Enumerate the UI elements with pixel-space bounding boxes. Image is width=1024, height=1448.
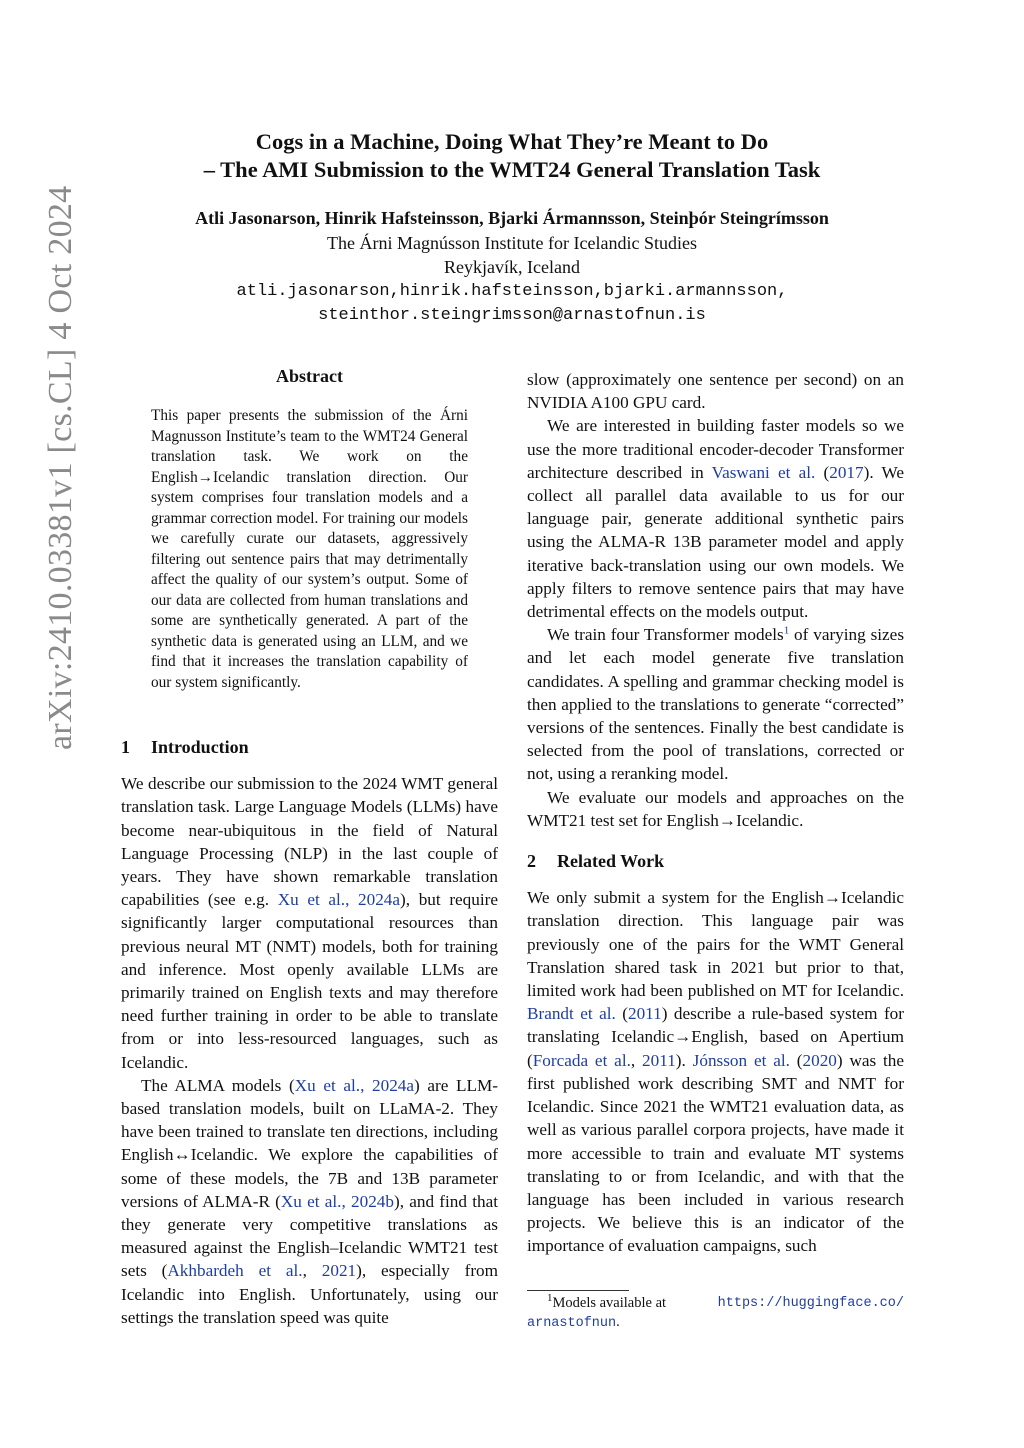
citation-link[interactable]: 2020 (802, 1050, 837, 1070)
location: Reykjavík, Iceland (444, 257, 580, 277)
author-names: Atli Jasonarson, Hinrik Hafsteinsson, Bjarki Ármannsson, Steinþór Steingrímsson (195, 208, 829, 228)
section-number: 2 (527, 851, 536, 872)
author-block (0, 206, 1024, 329)
intro-paragraph-1: We describe our submission to the 2024 WMT general translation task. Large Language Models (LLMs) have become near-ubiquitous in the field of Natural Language Processing (NLP) in the last couple of years. They have shown remarkable translation capabilities (see e.g. Xu et al., 2024a), but require significantly larger computational resources than previous neural MT (NMT) models, both for training and inference. Most openly available LLMs are primarily trained on English texts and may therefore need further training in order to be able to translate from or into less-resourced languages, such as Icelandic. (121, 774, 498, 1072)
section-number: 1 (121, 737, 130, 757)
section-title: Related Work (557, 851, 665, 872)
citation-link[interactable]: 2021 (321, 1261, 357, 1281)
right-paragraph-2: We are interested in building faster models so we use the more traditional encoder-decoder Transformer architecture described in Vaswani et al. (2017). We collect all parallel data available to us for our language pair, generate additional synthetic pairs using the ALMA-R 13B parameter model and apply iterative back-translation using our own models. We apply filters to remove sentence pairs that may have detrimental effects on the models output. (527, 416, 904, 622)
right-paragraph-1: slow (approximately one sentence per second) on an NVIDIA A100 GPU card. (527, 370, 904, 413)
related-paragraph: We only submit a system for the English→Icelandic translation direction. This language pair was previously one of the pairs for the WMT General Translation shared task in 2021 but prior to that, limited work had been published on MT for Icelandic. Brandt et al. (2011) describe a rule-based system for translating Icelandic→English, based on Apertium (Forcada et al., 2011). Jónsson et al. (2020) was the first published work describing SMT and NMT for Icelandic. Since 2021 the WMT21 evaluation data, as well as various parallel corpora projects, have made it more accessible to train and evaluate MT systems translating to or from Icelandic, and with that the language has been included in various research projects. We believe this is an indicator of the importance of evaluation campaigns, such (527, 888, 905, 1256)
emails-line-2[interactable]: steinthor.steingrimsson@arnastofnun.is (318, 306, 706, 325)
affiliation: The Árni Magnússon Institute for Icelandic Studies (327, 232, 697, 253)
footnote-url-line-2[interactable]: arnastofnun (527, 1316, 617, 1331)
abstract-heading: Abstract (276, 366, 343, 386)
arxiv-stamp: arXiv:2410.03381v1 [cs.CL] 4 Oct 2024 (42, 185, 79, 750)
title-line-1: Cogs in a Machine, Doing What They’re Meant to Do (255, 129, 769, 154)
right-column (527, 368, 904, 1258)
citation-link[interactable]: Akhbardeh et al. (167, 1261, 303, 1281)
footnote-number: 1 (547, 1292, 553, 1305)
right-paragraph-3: We train four Transformer models$^1$ of varying sizes and let each model generate five translation candidates. A spelling and grammar checking model is then applied to the translations to generate “corrected” versions of the sentences. Finally the best candidate is selected from the pool of translations, corrected or not, using a reranking model. (527, 624, 905, 784)
citation-link[interactable]: Xu et al., 2024a (294, 1075, 415, 1095)
emails-line-1[interactable]: atli.jasonarson,hinrik.hafsteinsson,bjarki.armannsson, (236, 281, 788, 301)
citation-link[interactable]: Brandt et al. (527, 1004, 616, 1024)
section-heading-related-work (527, 850, 904, 873)
citation-link[interactable]: Vaswani et al. (711, 462, 816, 482)
footnote: $^1$Models available at https://huggingface.co/ arnastofnun. (527, 1292, 904, 1331)
citation-link[interactable]: 2011 (642, 1050, 676, 1070)
footnote-marker[interactable]: 1 (783, 624, 790, 637)
footnote-url-line-1[interactable]: https://huggingface.co/ (717, 1296, 904, 1311)
section-heading-introduction (121, 736, 498, 759)
left-column (121, 736, 498, 1329)
citation-link[interactable]: Xu et al., 2024b (280, 1191, 394, 1211)
title-line-2: – The AMI Submission to the WMT24 General Translation Task (203, 157, 821, 182)
paper-title (0, 128, 1024, 184)
citation-link[interactable]: Forcada et al. (532, 1050, 631, 1070)
citation-link[interactable]: Xu et al., 2024a (277, 890, 401, 910)
abstract-text: This paper presents the submission of the Árni Magnusson Institute’s team to the WMT24 General translation task. We work on the English→Icelandic translation direction. Our system comprises four translation models and a grammar correction model. For training our models we carefully curate our datasets, aggressively filtering out sentence pairs that may detrimentally affect the quality of our system’s output. Some of our data are collected from human translations and some are synthetically generated. A part of the synthetic data is generated using an LLM, and we find that it increases the translation capability of our system significantly. (151, 407, 468, 691)
citation-link[interactable]: 2017 (829, 462, 864, 482)
citation-link[interactable]: Jónsson et al. (692, 1050, 790, 1070)
citation-link[interactable]: 2011 (627, 1004, 662, 1024)
section-title: Introduction (151, 737, 249, 757)
right-paragraph-4: We evaluate our models and approaches on the WMT21 test set for English→Icelandic. (527, 787, 904, 830)
intro-paragraph-2: The ALMA models (Xu et al., 2024a) are LLM-based translation models, built on LLaMA-2. They have been trained to translate ten directions, including English↔Icelandic. We explore the capabilities of some of these models, the 7B and 13B parameter versions of ALMA-R (Xu et al., 2024b), and find that they generate very competitive translations as measured against the English–Icelandic WMT21 test sets (Akhbardeh et al., 2021), especially from Icelandic into English. Unfortunately, using our settings the translation speed was quite (121, 1075, 499, 1327)
footnote-divider (527, 1290, 629, 1291)
